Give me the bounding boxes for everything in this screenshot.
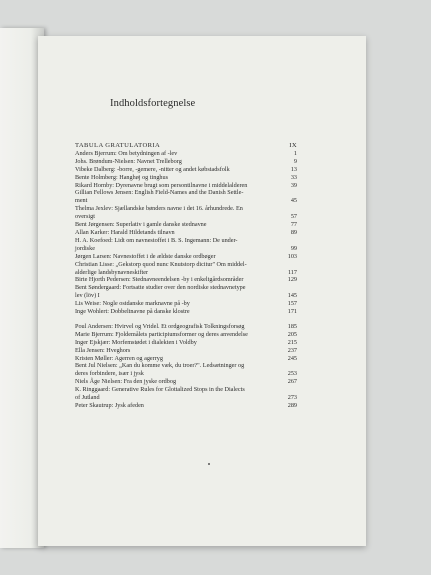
toc-page-number: 57 [290, 213, 297, 221]
toc-entry-text: oversigt [75, 213, 95, 221]
toc-entry-text: H. A. Koefoed: Lidt om navnestoffet i B. S. Ingemann: De under- [75, 236, 238, 244]
toc-page-number: 77 [290, 221, 297, 229]
page-title: Indholdsfortegnelse [110, 98, 196, 109]
toc-entry-line [75, 284, 297, 292]
toc-entry-text: Jørgen Larsen: Navnestoffet i de ældste danske ordbøger [75, 252, 216, 260]
toc-entry-text: Kristen Møller: Agerren og agerryg [75, 354, 163, 362]
toc-page-number: IX [289, 142, 297, 149]
toc-entry-line [75, 261, 297, 269]
toc-page-number: 99 [290, 244, 297, 252]
toc-entry-text: Birte Hjorth Pedersen: Stednavneendelsen -by i enkeltgårdsområder [75, 276, 244, 284]
toc-entry-line [75, 386, 297, 394]
toc-entry-line [75, 292, 297, 300]
toc-entry-text: Gillian Fellows Jensen: English Field-Names and the Danish Settle- [75, 189, 244, 197]
toc-entry-text: of Jutland [75, 394, 100, 402]
toc-entry-line [75, 300, 297, 308]
toc-page-number: 171 [287, 308, 297, 316]
toc-entry-line [75, 229, 297, 237]
toc-entry-line [75, 269, 297, 277]
toc-section-gap [75, 316, 297, 323]
toc-entry-line [75, 355, 297, 363]
toc-entry-text: K. Ringgaard: Generative Rules for Glottalized Stops in the Dialects [75, 386, 245, 394]
toc-page-number: 157 [287, 300, 297, 308]
toc-page-number: 1 [293, 149, 297, 157]
toc-page-number: 273 [287, 394, 297, 402]
toc-page-number: 205 [287, 330, 297, 338]
table-of-contents [75, 142, 297, 410]
toc-entry-text: Bente Holmberg: Hanghøj og tinghus [75, 173, 169, 181]
toc-page-number: 237 [287, 346, 297, 354]
toc-entry-line [75, 394, 297, 402]
toc-entry-text: Anders Bjerrum: Om betydningen af -lev [75, 149, 178, 157]
toc-entry-text: Christian Lisse: „Gekstorp quod nunc Knutstorp dicitur" Om middel- [75, 260, 247, 268]
toc-entry-text: jordiske [75, 244, 95, 252]
page-ornament-dot [208, 463, 210, 465]
toc-entry-line [75, 189, 297, 197]
toc-entry-text: Niels Åge Nielsen: Fra den jyske ordbog [75, 378, 177, 386]
toc-page-number: 253 [287, 370, 297, 378]
toc-entry-line [75, 245, 297, 253]
toc-entry-line [75, 205, 297, 213]
toc-entry-line [75, 347, 297, 355]
toc-entry-text: Poul Andersen: Hvirvel og Vridel. Et ordgeografisk Tolkningsforsøg [75, 322, 245, 330]
toc-entry-line [75, 174, 297, 182]
toc-page-number: 89 [290, 228, 297, 236]
toc-page-number: 117 [287, 268, 297, 276]
toc-page-number: 215 [287, 338, 297, 346]
toc-entry-text: Ella Jensen: Hveghors [75, 346, 131, 354]
toc-entry-text: Bent Jul Nielsen: „Kan du komme væk, du troer?". Ledsætninger og [75, 362, 245, 370]
toc-entry-text: ment [75, 197, 88, 205]
toc-entry-line [75, 142, 297, 150]
toc-entry-text: deres forbindere, især i jysk [75, 370, 144, 378]
toc-entry-line [75, 308, 297, 316]
toc-entry-text: Vibeke Dalberg: -borre, -gemere, -nitter og andet købstadsfolk [75, 165, 230, 173]
toc-entry-line [75, 237, 297, 245]
toc-entry-text: Inge Wohlert: Dobbeltnavne på danske klostre [75, 308, 190, 316]
toc-entry-text: Allan Karker: Harald Hildetands tilnavn [75, 228, 175, 236]
toc-entry-line [75, 197, 297, 205]
toc-entry-text: TABULA GRATULATORIA [75, 142, 161, 149]
toc-page-number: 245 [287, 354, 297, 362]
toc-entry-text: Thelma Jexlev: Sjællandske bønders navne i det 16. århundrede. En [75, 205, 243, 213]
toc-page-number: 185 [287, 322, 297, 330]
toc-entry-text: Inger Ejskjær: Morfemstødet i dialekten i Voldby [75, 338, 197, 346]
toc-entry-line [75, 323, 297, 331]
toc-entry-line [75, 158, 297, 166]
toc-entry-line [75, 378, 297, 386]
toc-entry-text: Bent Søndergaard: Fortsatte studier over den nordiske stednavnetype [75, 284, 246, 292]
toc-entry-text: Bent Jørgensen: Superlativ i gamle danske stednavne [75, 221, 207, 229]
toc-entry-line [75, 213, 297, 221]
toc-entry-line [75, 402, 297, 410]
toc-entry-line [75, 339, 297, 347]
toc-entry-line [75, 182, 297, 190]
toc-entry-line [75, 362, 297, 370]
toc-entry-text: lev (löv) I [75, 292, 100, 300]
toc-entry-line [75, 221, 297, 229]
toc-page-number: 33 [290, 173, 297, 181]
toc-page-number: 267 [287, 378, 297, 386]
toc-page-number: 289 [287, 402, 297, 409]
toc-page-number: 129 [287, 276, 297, 284]
toc-entry-line [75, 253, 297, 261]
toc-entry-text: Marie Bjerrum: Fjoldemålets participiumsformer og deres anvendelse [75, 330, 248, 338]
toc-page-number: 45 [290, 197, 297, 205]
toc-page-number: 39 [290, 181, 297, 189]
toc-entry-text: Peter Skautrup: Jysk afeden [75, 402, 144, 409]
toc-entry-text: Lis Weise: Nogle ostdanske marknavne på -by [75, 300, 190, 308]
toc-entry-line [75, 276, 297, 284]
toc-page-number: 9 [293, 157, 297, 165]
toc-page-number: 13 [290, 165, 297, 173]
toc-entry-line [75, 331, 297, 339]
toc-page-number: 103 [287, 252, 297, 260]
toc-entry-text: Rikard Hornby: Dyrenavne brugt som persontilnavne i middelalderen [75, 181, 248, 189]
toc-page-number: 145 [287, 292, 297, 300]
toc-entry-text: Johs. Brøndum-Nielsen: Navnet Trelleborg [75, 157, 182, 165]
toc-entry-line [75, 166, 297, 174]
toc-entry-line [75, 150, 297, 158]
toc-entry-text: alderlige landsbynavneskifter [75, 268, 149, 276]
